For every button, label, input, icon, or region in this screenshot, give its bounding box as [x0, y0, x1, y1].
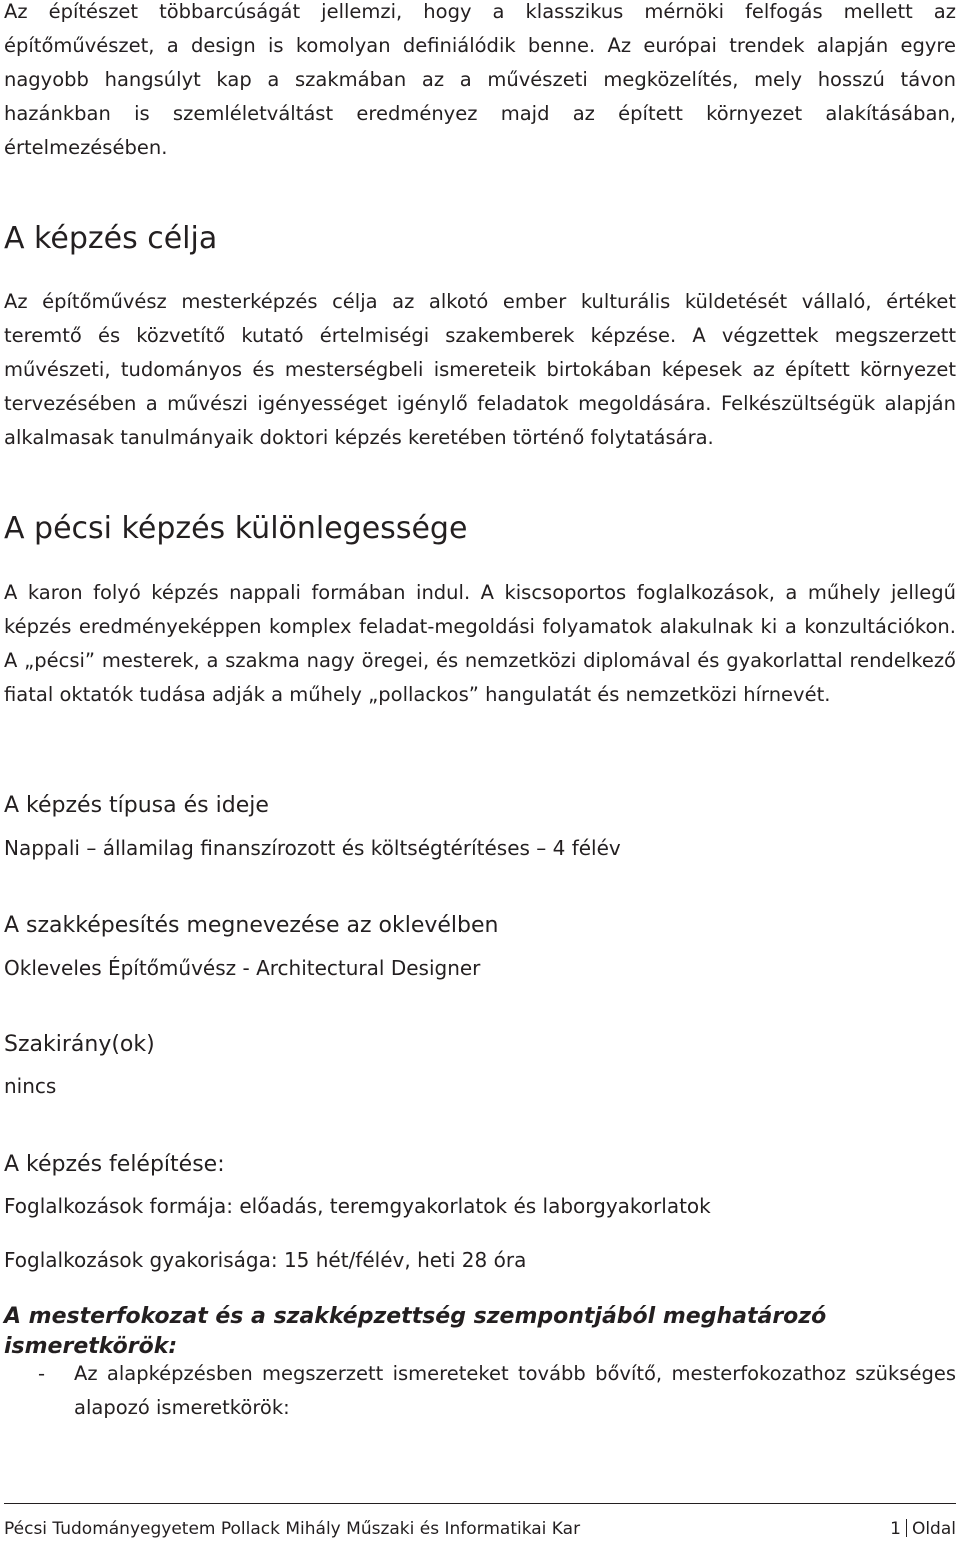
heading-qualification: A szakképesítés megnevezése az oklevélben — [4, 913, 499, 938]
list-item — [4, 1357, 956, 1425]
structure-frequency-text: Foglalkozások gyakorisága: 15 hét/félév, heti 28 óra — [4, 1248, 527, 1272]
goal-paragraph: Az építőművész mesterképzés célja az alkotó ember kulturális küldetését vállaló, értéket teremtő és közvetítő kutató értelmiségi szakemberek képzése. A végzettek megszerzett művészeti, tudományos és mesterségbeli ismereteik birtokában képesek az épített környezet tervezésében a művészi igényességet igénylő feladatok megoldására. Felkészültségük alapján alkalmasak tanulmányaik doktori képzés keretében történő folytatására. — [4, 290, 956, 449]
footer-separator — [906, 1519, 907, 1537]
specialization-text: nincs — [4, 1074, 57, 1098]
footer-page-label: Oldal — [911, 1519, 956, 1539]
heading-goal: A képzés célja — [4, 221, 218, 256]
heading-structure: A képzés felépítése: — [4, 1152, 225, 1177]
page-footer — [4, 1503, 956, 1540]
footer-institution: Pécsi Tudományegyetem Pollack Mihály Műszaki és Informatikai Kar — [4, 1519, 581, 1539]
special-paragraph: A karon folyó képzés nappali formában indul. A kiscsoportos foglalkozások, a műhely jellegű képzés eredményeképpen komplex feladat-megoldási folyamatok alakulnak ki a konzultációkon. A „pécsi” mesterek, a szakma nagy öregei, és nemzetközi diplomával és gyakorlattal rendelkező fiatal oktatók tudása adják a műhely „pollackos” hangulatát és nemzetközi hírnevét. — [4, 581, 956, 706]
heading-type: A képzés típusa és ideje — [4, 793, 269, 818]
qualification-text: Okleveles Építőművész - Architectural Designer — [4, 956, 481, 980]
heading-specialization: Szakirány(ok) — [4, 1032, 155, 1057]
footer-page-number: 1 — [890, 1519, 901, 1539]
footer-page-indicator — [890, 1518, 956, 1540]
heading-special: A pécsi képzés különlegessége — [4, 511, 468, 546]
bullet-text: Az alapképzésben megszerzett ismereteket tovább bővítő, mesterfokozathoz szükséges alapozó ismeretkörök: — [74, 1362, 956, 1419]
bullet-dash: - — [38, 1362, 46, 1385]
heading-knowledge: A mesterfokozat és a szakképzettség szempontjából meghatározó ismeretkörök: — [4, 1304, 827, 1359]
structure-form-text: Foglalkozások formája: előadás, teremgyakorlatok és laborgyakorlatok — [4, 1194, 711, 1218]
type-text: Nappali – államilag finanszírozott és költségtérítéses – 4 félév — [4, 836, 621, 860]
intro-paragraph: Az építészet többarcúságát jellemzi, hogy a klasszikus mérnöki felfogás mellett az építőművészet, a design is komolyan definiálódik benne. Az európai trendek alapján egyre nagyobb hangsúlyt kap a szakmában az a művészeti megközelítés, mely hosszú távon hazánkban is szemléletváltást eredményez majd az épített környezet alakításában, értelmezésében. — [4, 0, 956, 159]
